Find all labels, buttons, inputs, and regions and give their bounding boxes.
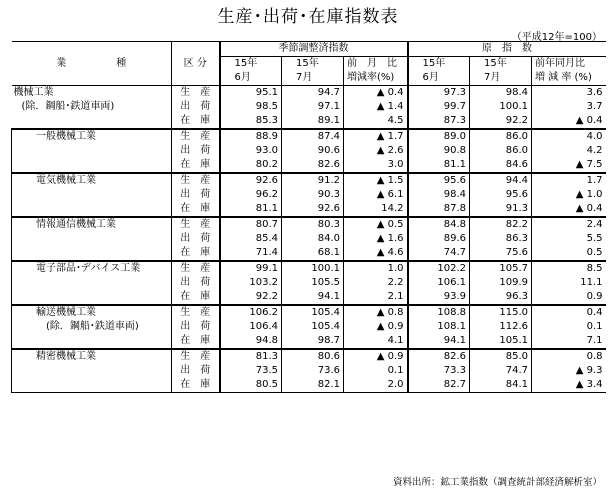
kubun-cell: 出 荷 [172,320,220,334]
column-header-col_mom-line2: 増減率(%) [344,71,408,86]
kubun-cell: 出 荷 [172,232,220,246]
value-cell-o6: 74.7 [408,246,470,261]
value-cell-s7: 105.4 [282,320,344,334]
value-cell-mom: 1.0 [344,261,408,276]
value-cell-o7: 112.6 [470,320,532,334]
kubun-cell: 生 産 [172,173,220,188]
value-cell-o7: 86.0 [470,144,532,158]
table-row [12,202,606,217]
value-cell-o6: 94.1 [408,334,470,349]
industry-subname: (除．鋼船･鉄道車両) [12,320,172,334]
value-cell-mom: ▲ 1.6 [344,232,408,246]
value-cell-mom: ▲ 1.4 [344,100,408,114]
column-header-col_cur_month-line1: 15年 [282,57,344,72]
column-header-col_yoy-line2: 増 減 率 (%) [532,71,606,86]
value-cell-mom: ▲ 4.6 [344,246,408,261]
value-cell-mom: ▲ 0.9 [344,349,408,364]
value-cell-o6: 90.8 [408,144,470,158]
kubun-cell: 在 庫 [172,378,220,393]
value-cell-o7: 98.4 [470,86,532,101]
table-row [12,349,606,364]
value-cell-o6: 89.6 [408,232,470,246]
column-header-col_cur_month-line1: 15年 [470,57,532,72]
table-row [12,114,606,129]
value-cell-yoy: ▲ 0.4 [532,202,606,217]
value-cell-mom: 2.1 [344,290,408,305]
source-note: 資料出所：鉱工業指数（調査統計部経済解析室） [392,477,602,488]
base-year-note: （平成12年=100） [511,32,602,43]
value-cell-yoy: 4.2 [532,144,606,158]
industry-subname [12,290,172,305]
value-cell-yoy: 7.1 [532,334,606,349]
value-cell-s7: 82.6 [282,158,344,173]
kubun-cell: 在 庫 [172,290,220,305]
value-cell-s7: 91.2 [282,173,344,188]
value-cell-s6: 99.1 [220,261,282,276]
value-cell-yoy: 0.5 [532,246,606,261]
value-cell-yoy: 0.4 [532,305,606,320]
value-cell-yoy: 0.9 [532,290,606,305]
value-cell-yoy: 0.1 [532,320,606,334]
value-cell-s7: 105.5 [282,276,344,290]
kubun-cell: 生 産 [172,349,220,364]
kubun-cell: 在 庫 [172,202,220,217]
kubun-header: 区 分 [172,42,220,86]
table-row [12,86,606,101]
value-cell-o6: 82.6 [408,349,470,364]
value-cell-o7: 82.2 [470,217,532,232]
table-row [12,232,606,246]
value-cell-yoy: 1.7 [532,173,606,188]
kubun-cell: 出 荷 [172,276,220,290]
industry-subname [12,232,172,246]
value-cell-s7: 92.6 [282,202,344,217]
column-header-col_prev_month-line2: 6月 [220,71,282,86]
table-row [12,188,606,202]
value-cell-s7: 68.1 [282,246,344,261]
value-cell-mom: 4.1 [344,334,408,349]
value-cell-s7: 82.1 [282,378,344,393]
value-cell-mom: ▲ 0.8 [344,305,408,320]
column-header-col_prev_month-line2: 6月 [408,71,470,86]
value-cell-o7: 94.4 [470,173,532,188]
industry-subname [12,334,172,349]
industry-subname: (除．鋼船･鉄道車両) [21,101,115,112]
value-cell-o7: 85.0 [470,349,532,364]
value-cell-s7: 90.6 [282,144,344,158]
value-cell-mom: ▲ 0.4 [344,86,408,101]
value-cell-s6: 81.3 [220,349,282,364]
page-title: 生産･出荷･在庫指数表 [217,7,399,27]
value-cell-s6: 103.2 [220,276,282,290]
value-cell-s7: 87.4 [282,129,344,144]
industry-name: 精密機械工業 [12,349,172,364]
original-header: 原 指 数 [408,42,606,57]
industry-name: 電子部品･デバイス工業 [12,261,172,276]
value-cell-yoy: ▲ 9.3 [532,364,606,378]
table-row [12,276,606,290]
value-cell-s6: 73.5 [220,364,282,378]
kubun-cell: 在 庫 [172,246,220,261]
index-table [11,41,606,393]
value-cell-yoy: ▲ 3.4 [532,378,606,393]
kubun-cell: 生 産 [172,86,220,101]
value-cell-mom: 14.2 [344,202,408,217]
value-cell-o7: 105.1 [470,334,532,349]
value-cell-o6: 84.8 [408,217,470,232]
column-header-col_cur_month-line2: 7月 [282,71,344,86]
value-cell-s7: 98.7 [282,334,344,349]
value-cell-o6: 87.3 [408,114,470,129]
value-cell-yoy: 0.8 [532,349,606,364]
kubun-cell: 出 荷 [172,364,220,378]
value-cell-s7: 94.1 [282,290,344,305]
value-cell-s7: 90.3 [282,188,344,202]
kubun-cell: 出 荷 [172,100,220,114]
value-cell-o6: 108.8 [408,305,470,320]
value-cell-o7: 95.6 [470,188,532,202]
table-row [12,100,606,114]
kubun-cell: 在 庫 [172,158,220,173]
value-cell-s6: 96.2 [220,188,282,202]
industry-subname [12,144,172,158]
table-row [12,334,606,349]
value-cell-yoy: 3.6 [532,86,606,101]
value-cell-o6: 89.0 [408,129,470,144]
value-cell-s6: 71.4 [220,246,282,261]
value-cell-s7: 73.6 [282,364,344,378]
table-row [12,320,606,334]
value-cell-mom: ▲ 0.5 [344,217,408,232]
industry-subname [12,246,172,261]
value-cell-o7: 92.2 [470,114,532,129]
value-cell-o6: 99.7 [408,100,470,114]
value-cell-s6: 85.3 [220,114,282,129]
value-cell-o7: 84.1 [470,378,532,393]
industry-header: 業 種 [12,42,172,86]
value-cell-o6: 102.2 [408,261,470,276]
industry-subname [12,188,172,202]
value-cell-yoy: 2.4 [532,217,606,232]
value-cell-o7: 86.0 [470,129,532,144]
kubun-cell: 生 産 [172,217,220,232]
industry-subname [12,114,172,129]
table-row [12,129,606,144]
value-cell-mom: ▲ 1.5 [344,173,408,188]
value-cell-o7: 91.3 [470,202,532,217]
column-header-col_prev_month-line1: 15年 [220,57,282,72]
table-row [12,261,606,276]
table-row [12,378,606,393]
column-header-col_mom-line1: 前 月 比 [344,57,408,72]
table-row [12,144,606,158]
value-cell-mom: ▲ 0.9 [344,320,408,334]
value-cell-o6: 95.6 [408,173,470,188]
kubun-cell: 在 庫 [172,334,220,349]
industry-subname [12,364,172,378]
value-cell-s7: 105.4 [282,305,344,320]
value-cell-s7: 100.1 [282,261,344,276]
value-cell-yoy: 5.5 [532,232,606,246]
industry-subname [12,276,172,290]
value-cell-o6: 93.9 [408,290,470,305]
industry-name: 機械工業 [13,87,54,98]
value-cell-mom: 0.1 [344,364,408,378]
value-cell-o7: 109.9 [470,276,532,290]
table-row [12,158,606,173]
value-cell-mom: ▲ 2.6 [344,144,408,158]
value-cell-s7: 84.0 [282,232,344,246]
value-cell-o6: 81.1 [408,158,470,173]
value-cell-o6: 98.4 [408,188,470,202]
column-header-col_yoy-line1: 前年同月比 [532,57,606,72]
kubun-cell: 出 荷 [172,144,220,158]
value-cell-o6: 106.1 [408,276,470,290]
industry-subname [12,202,172,217]
header-row [12,42,606,57]
table-row [12,290,606,305]
value-cell-s7: 80.6 [282,349,344,364]
column-header-col_prev_month-line1: 15年 [408,57,470,72]
value-cell-s6: 92.6 [220,173,282,188]
table-row [12,217,606,232]
industry-name: 輸送機械工業 [12,305,172,320]
kubun-cell: 在 庫 [172,114,220,129]
table-row [12,305,606,320]
value-cell-s7: 89.1 [282,114,344,129]
value-cell-s6: 98.5 [220,100,282,114]
value-cell-o6: 82.7 [408,378,470,393]
value-cell-s6: 80.5 [220,378,282,393]
value-cell-o7: 105.7 [470,261,532,276]
value-cell-mom: 3.0 [344,158,408,173]
value-cell-o6: 97.3 [408,86,470,101]
value-cell-mom: 4.5 [344,114,408,129]
table-row [12,173,606,188]
value-cell-o6: 73.3 [408,364,470,378]
value-cell-o6: 108.1 [408,320,470,334]
table-row [12,364,606,378]
value-cell-s6: 106.2 [220,305,282,320]
column-header-col_cur_month-line2: 7月 [470,71,532,86]
value-cell-o7: 75.6 [470,246,532,261]
value-cell-mom: 2.0 [344,378,408,393]
industry-subname [12,378,172,393]
value-cell-s6: 80.7 [220,217,282,232]
value-cell-s6: 106.4 [220,320,282,334]
industry-name: 電気機械工業 [12,173,172,188]
value-cell-s6: 81.1 [220,202,282,217]
value-cell-s7: 94.7 [282,86,344,101]
value-cell-o7: 86.3 [470,232,532,246]
value-cell-s7: 97.1 [282,100,344,114]
value-cell-o7: 100.1 [470,100,532,114]
value-cell-yoy: ▲ 0.4 [532,114,606,129]
value-cell-s6: 93.0 [220,144,282,158]
seasonal-header: 季節調整済指数 [220,42,408,57]
value-cell-o7: 74.7 [470,364,532,378]
value-cell-yoy: ▲ 7.5 [532,158,606,173]
table-row [12,246,606,261]
value-cell-mom: 2.2 [344,276,408,290]
value-cell-s6: 92.2 [220,290,282,305]
value-cell-o6: 87.8 [408,202,470,217]
value-cell-o7: 84.6 [470,158,532,173]
industry-subname [12,158,172,173]
value-cell-yoy: 11.1 [532,276,606,290]
kubun-cell: 生 産 [172,261,220,276]
industry-name: 情報通信機械工業 [12,217,172,232]
value-cell-s6: 80.2 [220,158,282,173]
industry-name: 一般機械工業 [12,129,172,144]
value-cell-s6: 95.1 [220,86,282,101]
value-cell-s7: 80.3 [282,217,344,232]
value-cell-yoy: 8.5 [532,261,606,276]
value-cell-yoy: ▲ 1.0 [532,188,606,202]
value-cell-yoy: 3.7 [532,100,606,114]
value-cell-s6: 85.4 [220,232,282,246]
value-cell-mom: ▲ 1.7 [344,129,408,144]
value-cell-s6: 88.9 [220,129,282,144]
kubun-cell: 生 産 [172,129,220,144]
value-cell-o7: 115.0 [470,305,532,320]
value-cell-mom: ▲ 6.1 [344,188,408,202]
value-cell-yoy: 4.0 [532,129,606,144]
value-cell-s6: 94.8 [220,334,282,349]
kubun-cell: 生 産 [172,305,220,320]
kubun-cell: 出 荷 [172,188,220,202]
value-cell-o7: 96.3 [470,290,532,305]
